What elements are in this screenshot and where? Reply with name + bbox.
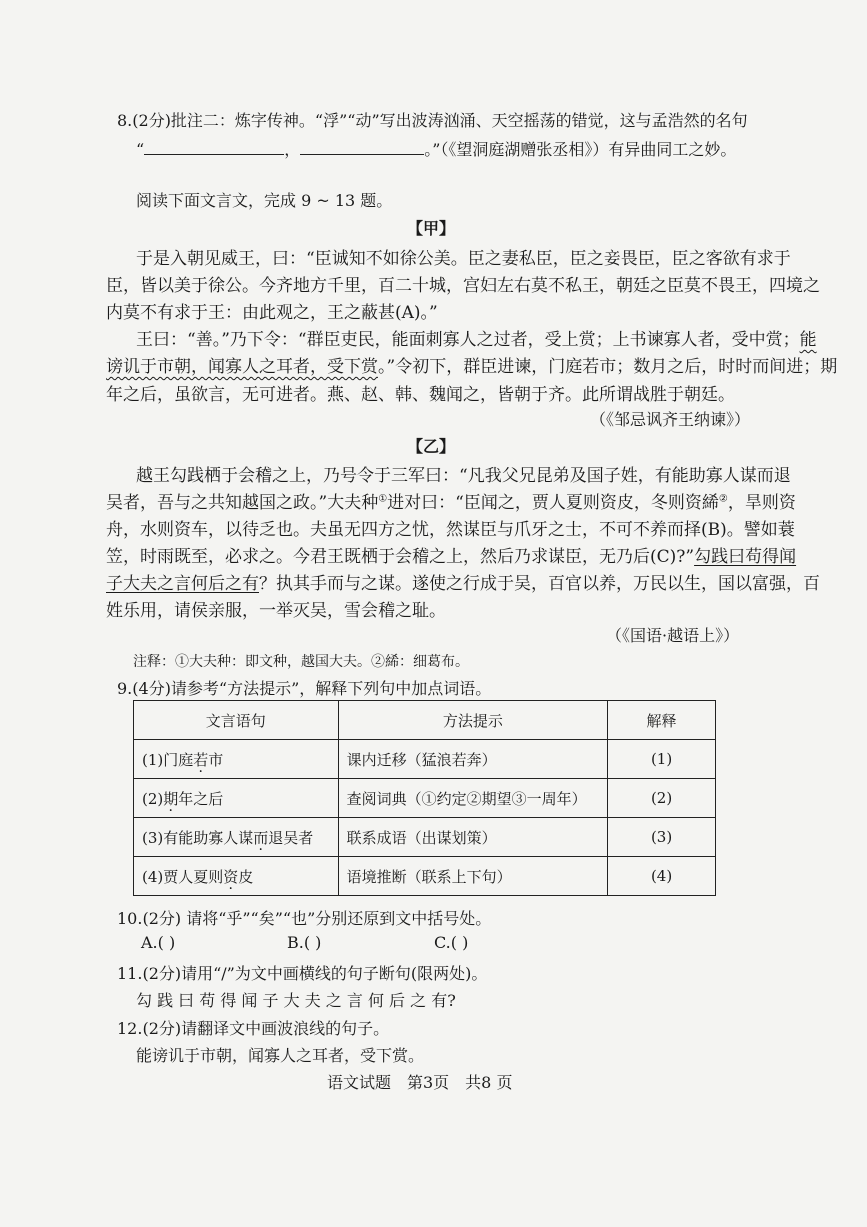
q8-blank-1[interactable] xyxy=(144,140,284,155)
jia-heading: 【甲】 xyxy=(407,219,456,238)
yi-line3: 舟，水则资车，以待乏也。夫虽无四方之忧，然谋臣与爪牙之士，不可不养而择(B)。譬如蓑 xyxy=(106,520,795,540)
q8-comma: ， xyxy=(284,140,301,159)
column-header: 方法提示 xyxy=(338,701,608,740)
sentence-cell: (2)期年之后 xyxy=(134,779,339,818)
table-row xyxy=(134,779,716,818)
yi-line5 xyxy=(106,569,820,594)
underlined-sentence-start: 勾践曰苟得闻 xyxy=(694,547,797,567)
dotted-word: 而 xyxy=(253,828,269,847)
q11-sentence: 勾 践 曰 苟 得 闻 子 大 夫 之 言 何 后 之 有? xyxy=(136,991,456,1010)
q10-title: 10.(2分) 请将“乎”“矣”“也”分别还原到文中括号处。 xyxy=(117,909,492,928)
jia-p1-line1: 于是入朝见威王，曰：“臣诚知不如徐公美。臣之妻私臣，臣之妾畏臣，臣之客欲有求于 xyxy=(136,249,791,269)
answer-cell[interactable]: (2) xyxy=(608,779,716,818)
note-marker-2: ② xyxy=(718,493,728,505)
hint-cell: 语境推断（联系上下句） xyxy=(338,857,608,896)
sentence-cell: (3)有能助寡人谋而退吴者 xyxy=(134,818,339,857)
underlined-sentence: 子大夫之言何后之有 xyxy=(106,574,259,594)
q11-title: 11.(2分)请用“/”为文中画横线的句子断句(限两处)。 xyxy=(117,964,488,983)
table-row xyxy=(134,740,716,779)
yi-line2-text-a: 吴者，吾与之共知越国之政。”大夫种 xyxy=(106,493,379,513)
note-marker-1: ① xyxy=(378,493,388,505)
q9-table xyxy=(133,700,716,896)
jia-p2-line1 xyxy=(136,325,817,350)
q9-title: 9.(4分)请参考“方法提示”，解释下列句中加点词语。 xyxy=(117,679,492,698)
q8-open-quote: “ xyxy=(136,140,145,159)
yi-source: （《国语·越语上》） xyxy=(606,626,740,645)
table-header-row xyxy=(134,701,716,740)
annotations: 注释：①大夫种：即文种，越国大夫。②絺：细葛布。 xyxy=(133,654,469,670)
yi-line6: 姓乐用，请侯亲服，一举灭吴，雪会稽之耻。 xyxy=(106,601,446,621)
jia-p1-line3: 内莫不有求于王：由此观之，王之蔽甚(A)。” xyxy=(106,303,438,323)
yi-line1: 越王勾践栖于会稽之上，乃号令于三军曰：“凡我父兄昆弟及国子姓，有能助寡人谋而退 xyxy=(136,466,791,486)
yi-line2-text-b: 进对曰：“臣闻之，贾人夏则资皮，冬则资絺 xyxy=(387,493,719,513)
sentence-cell: (4)贾人夏则资皮 xyxy=(134,857,339,896)
q10-option-b[interactable]: B.( ) xyxy=(287,933,322,952)
reading-intro: 阅读下面文言文，完成 9 ~ 13 题。 xyxy=(136,191,393,210)
column-header: 文言语句 xyxy=(134,701,339,740)
yi-line4 xyxy=(106,542,796,567)
table-row xyxy=(134,857,716,896)
yi-line2 xyxy=(106,488,796,513)
page-footer: 语文试题 第3页 共8 页 xyxy=(327,1073,513,1092)
yi-heading: 【乙】 xyxy=(407,437,456,456)
jia-p2-line2-text: 。”令初下，群臣进谏，门庭若市；数月之后，时时而间进；期 xyxy=(378,357,838,377)
yi-line5-text: ？执其手而与之谋。遂使之行成于吴，百官以养，万民以生，国以富强，百 xyxy=(259,574,820,594)
hint-cell: 课内迁移（猛浪若奔） xyxy=(338,740,608,779)
column-header: 解释 xyxy=(608,701,716,740)
answer-cell[interactable]: (3) xyxy=(608,818,716,857)
answer-cell[interactable]: (4) xyxy=(608,857,716,896)
jia-p1-line2: 臣，皆以美于徐公。今齐地方千里，百二十城，宫妇左右莫不私王，朝廷之臣莫不畏王，四境之 xyxy=(106,276,820,296)
jia-p2-line2 xyxy=(106,352,837,377)
q8-blank-2[interactable] xyxy=(300,140,424,155)
yi-line2-text-c: ，旱则资 xyxy=(727,493,796,513)
q10-option-c[interactable]: C.( ) xyxy=(434,933,469,952)
jia-p2-line1-text: 王曰：“善。”乃下令：“群臣吏民，能面刺寡人之过者，受上赏；上书谏寡人者，受中赏； xyxy=(136,330,800,350)
table-row xyxy=(134,818,716,857)
answer-cell[interactable]: (1) xyxy=(608,740,716,779)
wavy-sentence: 谤讥于市朝，闻寡人之耳者，受下赏 xyxy=(106,357,378,377)
sentence-cell: (1)门庭若市 xyxy=(134,740,339,779)
wavy-sentence-start: 能 xyxy=(799,330,817,350)
q8-tail: 。”（《望洞庭湖赠张丞相》）有异曲同工之妙。 xyxy=(424,140,737,159)
q12-title: 12.(2分)请翻译文中画波浪线的句子。 xyxy=(117,1019,390,1038)
q10-option-a[interactable]: A.( ) xyxy=(141,933,176,952)
q8-line2 xyxy=(136,137,736,160)
dotted-word: 期 xyxy=(163,789,179,808)
hint-cell: 联系成语（出谋划策） xyxy=(338,818,608,857)
q12-sentence: 能谤讥于市朝，闻寡人之耳者，受下赏。 xyxy=(136,1046,425,1065)
q8-line1: 8.(2分)批注二：炼字传神。“浮”“动”写出波涛汹涌、天空摇荡的错觉，这与孟浩然的名句 xyxy=(117,111,748,130)
yi-line4-text: 笠，时雨既至，必求之。今君王既栖于会稽之上，然后乃求谋臣，无乃后(C)?” xyxy=(106,547,695,567)
dotted-word: 资 xyxy=(223,867,239,886)
jia-p2-line3: 年之后，虽欲言，无可进者。燕、赵、韩、魏闻之，皆朝于齐。此所谓战胜于朝廷。 xyxy=(106,385,735,405)
dotted-word: 若 xyxy=(193,750,209,769)
jia-source: （《邹忌讽齐王纳谏》） xyxy=(590,410,751,429)
hint-cell: 查阅词典（①约定②期望③一周年） xyxy=(338,779,608,818)
